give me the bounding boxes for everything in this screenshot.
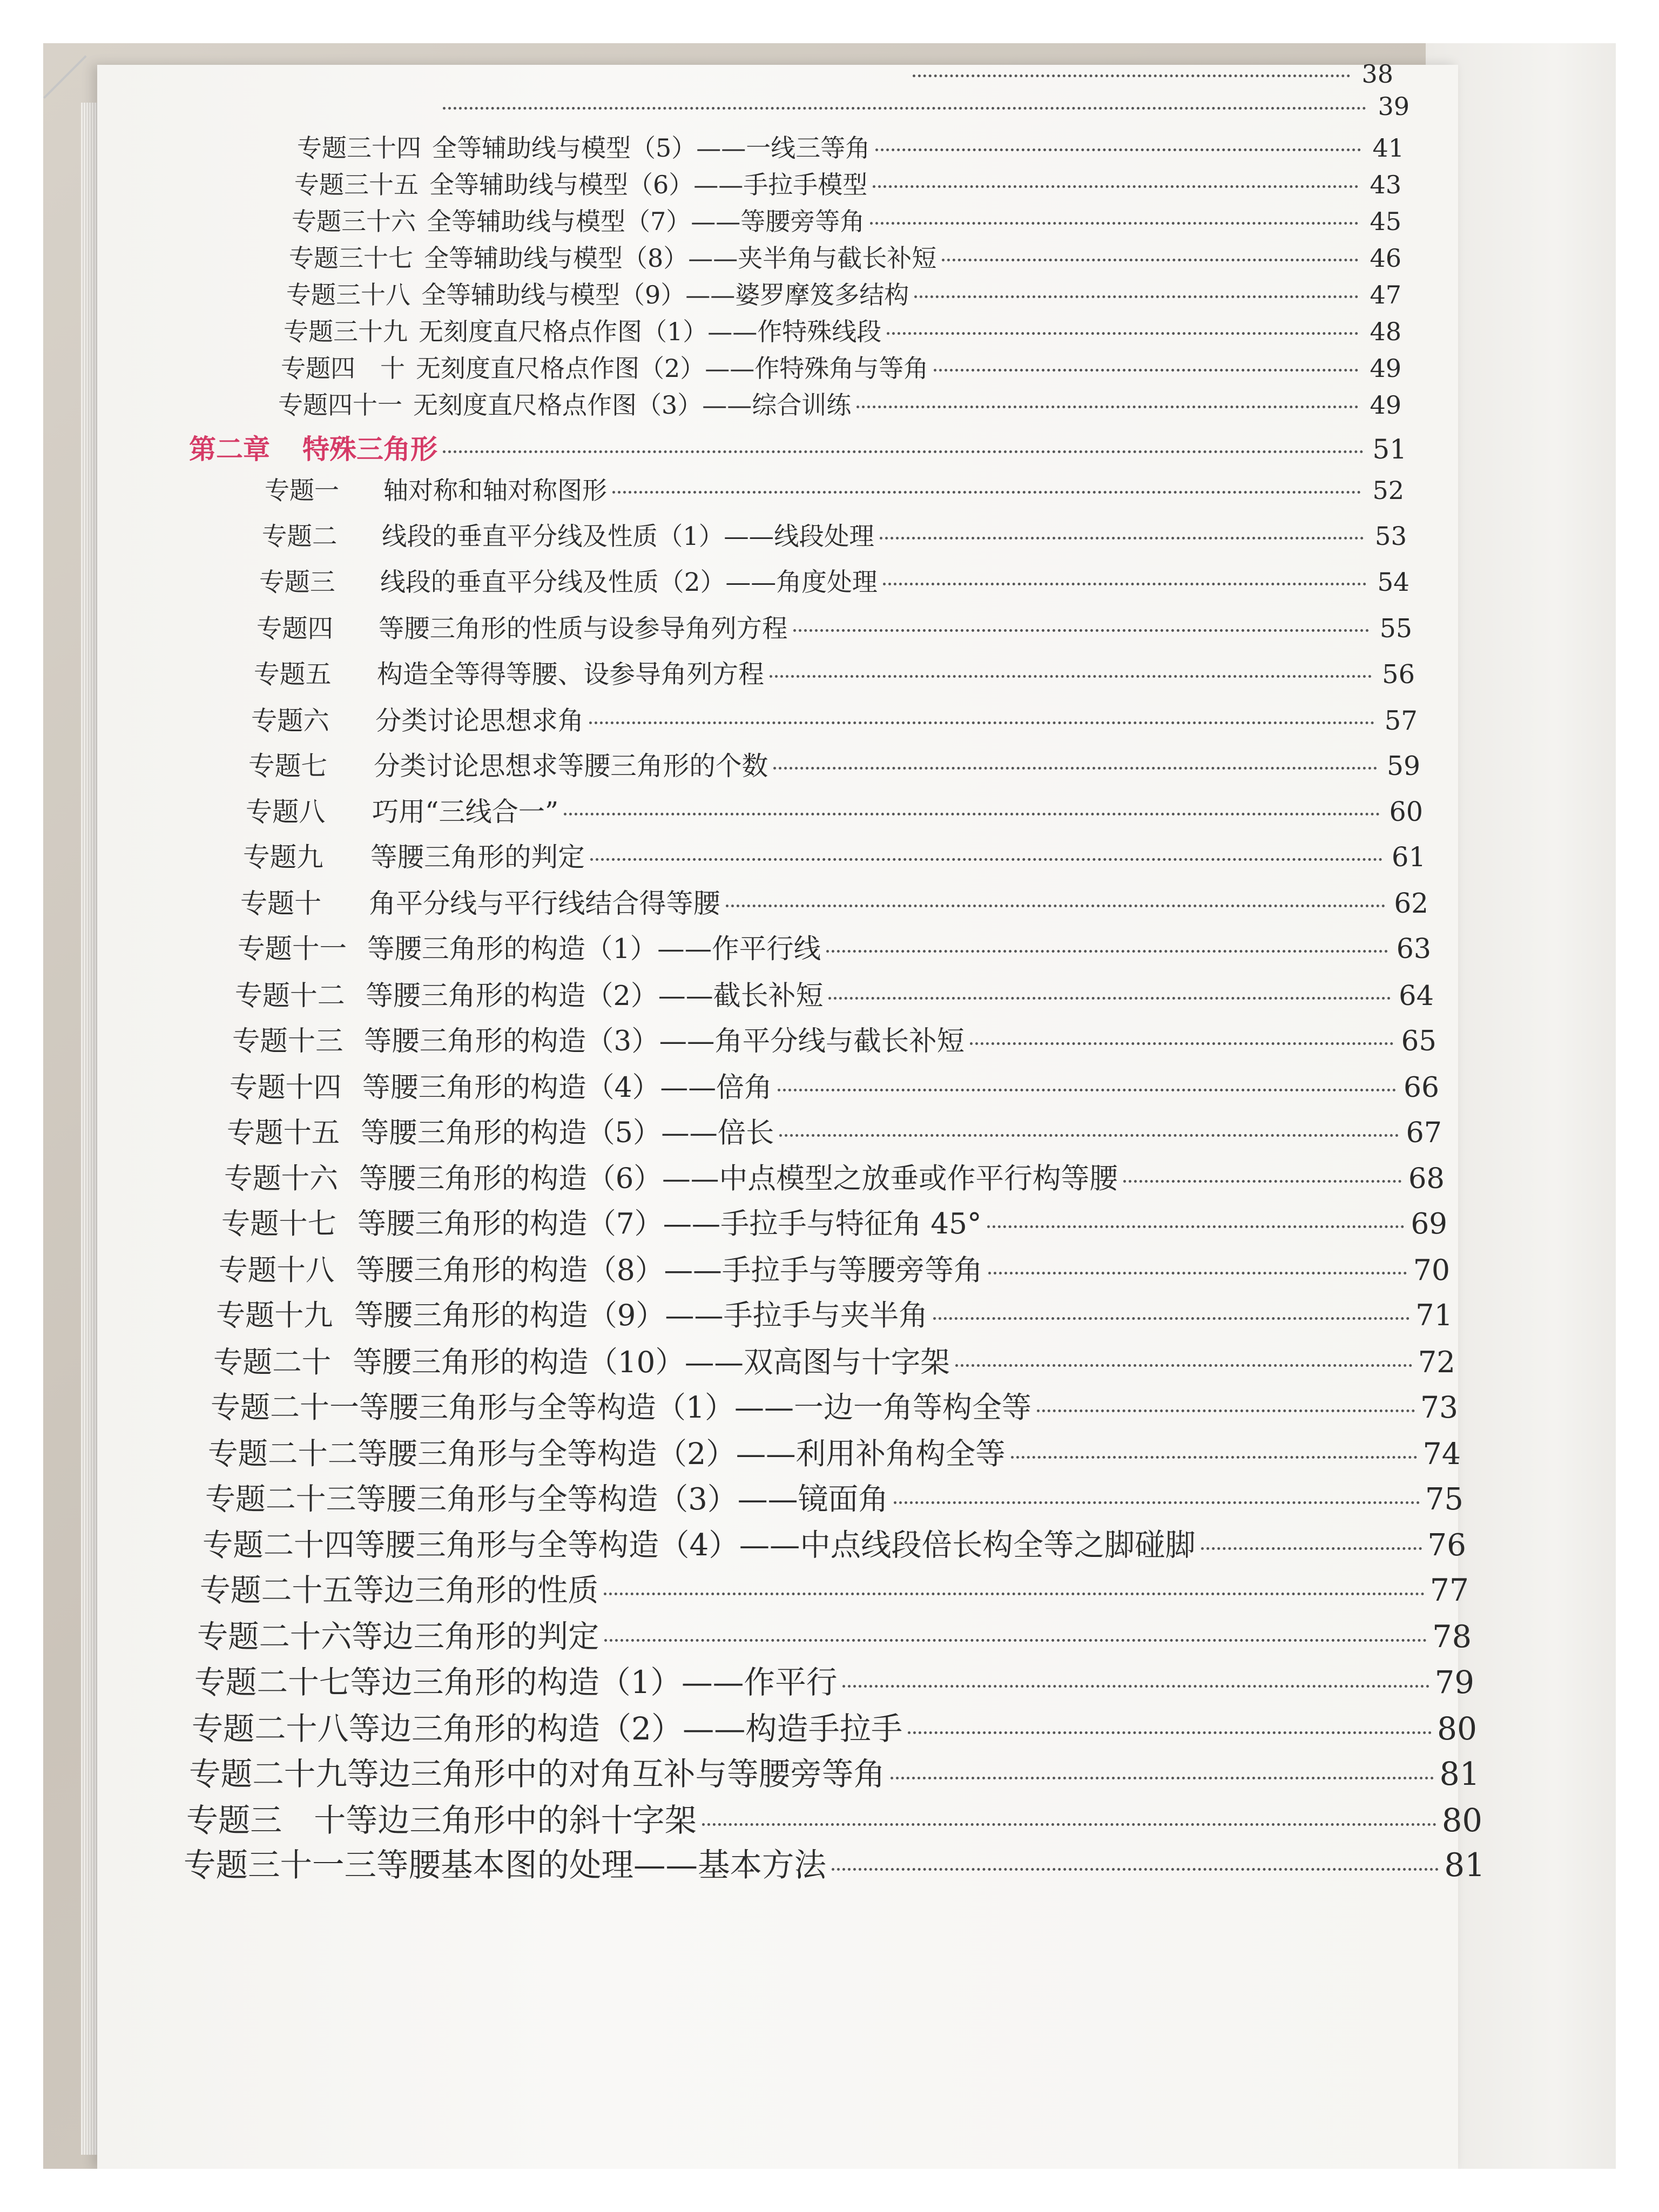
toc-entry — [284, 312, 1401, 348]
dot-leader — [612, 491, 1361, 494]
toc-topic-title: 全等辅助线与模型（5）——一线三等角 — [432, 133, 871, 163]
toc-page-number: 72 — [1418, 1344, 1455, 1379]
toc-entry — [230, 1064, 1439, 1105]
toc-topic-number: 专题十三 — [232, 1025, 343, 1057]
toc-page-number: 48 — [1370, 317, 1401, 346]
toc-topic-title: 分类讨论思想求等腰三角形的个数 — [374, 751, 768, 781]
toc-topic-number: 专题二十七 — [194, 1664, 350, 1701]
toc-topic-number: 专题十七 — [221, 1207, 336, 1240]
toc-topic-number: 专题二十三 — [205, 1482, 356, 1517]
dot-leader — [988, 1272, 1407, 1274]
toc-page-number: 38 — [1361, 59, 1393, 89]
toc-entry — [197, 1612, 1472, 1656]
dot-leader — [779, 1134, 1399, 1137]
toc-topic-number: 专题二十五 — [200, 1573, 353, 1608]
toc-topic-number: 专题四 — [257, 613, 334, 644]
toc-page-number: 39 — [1378, 92, 1410, 121]
table-of-contents — [97, 59, 1485, 2169]
toc-topic-title: 等边三角形的构造（2）——构造手拉手 — [348, 1710, 903, 1747]
toc-topic-title: 等腰三角形的构造（5）——倍长 — [361, 1116, 774, 1149]
toc-page-number: 43 — [1370, 170, 1401, 199]
dot-leader — [604, 1639, 1427, 1642]
dot-leader — [1011, 1456, 1418, 1459]
dot-leader — [880, 537, 1364, 539]
toc-topic-number: 专题十六 — [224, 1162, 339, 1195]
toc-topic-title: 全等辅助线与模型（9）——婆罗摩笈多结构 — [421, 280, 909, 309]
toc-topic-number: 专题三 十 — [186, 1801, 346, 1839]
toc-topic-title: 无刻度直尺格点作图（2）——作特殊角与等角 — [416, 354, 929, 383]
dot-leader — [702, 1823, 1437, 1826]
toc-topic-number: 专题十 — [240, 887, 322, 919]
toc-page-number: 64 — [1399, 980, 1434, 1012]
toc-page-number: 59 — [1387, 751, 1420, 781]
dot-leader — [832, 1868, 1439, 1871]
toc-topic-title: 等边三角形中的斜十字架 — [346, 1801, 697, 1839]
chapter-heading — [189, 428, 1407, 467]
toc-topic-number: 专题二十一 — [211, 1390, 360, 1425]
toc-entry — [203, 1521, 1466, 1564]
toc-topic-number: 专题二十 — [213, 1344, 332, 1379]
toc-page-number: 80 — [1437, 1710, 1477, 1747]
toc-page-number: 49 — [1370, 354, 1401, 383]
toc-entry — [224, 1156, 1445, 1197]
dot-leader — [443, 107, 1366, 110]
dot-leader — [842, 1685, 1429, 1688]
toc-topic-title: 线段的垂直平分线及性质（1）——线段处理 — [382, 521, 874, 551]
toc-entry — [265, 471, 1404, 507]
dot-leader — [604, 1593, 1424, 1595]
toc-entry — [240, 882, 1428, 921]
toc-page-number: 75 — [1425, 1482, 1464, 1517]
toc-page-number: 62 — [1394, 887, 1428, 919]
toc-entry — [235, 973, 1434, 1013]
toc-topic-title: 三等腰基本图的处理——基本方法 — [344, 1847, 826, 1884]
chapter-number: 第二章 — [189, 433, 270, 465]
toc-page-number: 79 — [1434, 1664, 1474, 1701]
toc-page-number: 55 — [1379, 613, 1412, 644]
toc-page-number: 70 — [1413, 1252, 1450, 1287]
toc-entry — [227, 1110, 1442, 1150]
toc-page-number: 71 — [1415, 1298, 1453, 1332]
toc-entry — [289, 239, 1401, 274]
toc-topic-title: 分类讨论思想求角 — [375, 705, 584, 736]
toc-topic-number: 专题一 — [265, 476, 339, 505]
dot-leader — [826, 950, 1388, 953]
dot-leader — [891, 1777, 1434, 1779]
toc-page-number: 63 — [1396, 933, 1431, 965]
toc-topic-number: 专题二 — [262, 521, 338, 551]
toc-topic-title: 等腰三角形与全等构造（3）——镜面角 — [356, 1482, 889, 1517]
toc-entry — [297, 129, 1404, 164]
dot-leader — [887, 332, 1358, 335]
dot-leader — [590, 858, 1382, 861]
toc-entry — [248, 745, 1420, 783]
toc-topic-number: 专题七 — [248, 751, 328, 781]
toc-topic-number: 专题八 — [246, 795, 326, 827]
toc-page-number: 67 — [1406, 1116, 1442, 1149]
toc-page-number: 47 — [1370, 280, 1401, 309]
toc-topic-title: 无刻度直尺格点作图（3）——综合训练 — [413, 390, 852, 420]
toc-page-number: 81 — [1439, 1756, 1480, 1792]
toc-topic-number: 专题三 — [259, 568, 335, 597]
dot-leader — [883, 583, 1366, 585]
photo-frame — [43, 43, 1616, 2169]
dot-leader — [1201, 1547, 1422, 1550]
toc-entry — [219, 1247, 1450, 1289]
dot-leader — [564, 813, 1380, 815]
toc-entry — [216, 1292, 1453, 1334]
toc-page-number: 41 — [1372, 133, 1404, 163]
toc-entry — [184, 1840, 1485, 1886]
toc-topic-number: 专题三十八 — [286, 280, 410, 309]
toc-page-number: 49 — [1370, 390, 1401, 420]
toc-topic-title: 等腰三角形的构造（9）——手拉手与夹半角 — [354, 1298, 928, 1332]
toc-topic-title: 等腰三角形的性质与设参导角列方程 — [379, 613, 788, 644]
dot-leader — [773, 767, 1377, 770]
toc-entry — [286, 275, 1401, 311]
toc-topic-title: 等边三角形的判定 — [352, 1618, 599, 1655]
toc-page-number: 73 — [1420, 1390, 1458, 1425]
toc-entry — [213, 1338, 1455, 1381]
dot-leader — [894, 1501, 1420, 1504]
toc-page — [97, 59, 1485, 2169]
dot-leader — [875, 149, 1361, 151]
toc-page-number: 53 — [1374, 521, 1407, 551]
toc-page-number: 68 — [1408, 1162, 1445, 1195]
toc-topic-title: 等腰三角形的构造（7）——手拉手与特征角 45° — [358, 1207, 982, 1240]
toc-topic-number: 专题二十六 — [197, 1618, 352, 1655]
toc-topic-number: 专题二十九 — [189, 1756, 347, 1792]
toc-page-number: 60 — [1389, 795, 1423, 827]
toc-entry — [205, 1475, 1464, 1518]
toc-topic-title: 等腰三角形与全等构造（1）——一边一角等构全等 — [359, 1390, 1032, 1425]
toc-topic-number: 专题十九 — [216, 1298, 333, 1332]
toc-topic-title: 全等辅助线与模型（6）——手拉手模型 — [429, 170, 868, 199]
dot-leader — [955, 1364, 1412, 1367]
dot-leader — [913, 75, 1350, 77]
toc-page-number: 66 — [1404, 1071, 1439, 1104]
toc-topic-title: 等腰三角形的构造（6）——中点模型之放垂或作平行构等腰 — [359, 1162, 1118, 1195]
toc-page-number: 45 — [1370, 207, 1401, 236]
toc-entry — [238, 927, 1431, 966]
toc-page-number: 74 — [1422, 1437, 1461, 1472]
toc-topic-number: 专题四 十 — [281, 354, 405, 383]
toc-entry — [281, 349, 1401, 385]
toc-page-number: 76 — [1427, 1527, 1466, 1563]
toc-topic-number: 专题十一 — [238, 933, 347, 965]
toc-topic-title: 等腰三角形与全等构造（2）——利用补角构全等 — [358, 1437, 1006, 1472]
toc-topic-number: 专题二十二 — [208, 1437, 358, 1472]
toc-entry — [302, 92, 1410, 121]
toc-topic-number: 专题四十一 — [278, 390, 402, 420]
dot-leader — [942, 259, 1358, 261]
toc-topic-number: 专题十五 — [227, 1116, 340, 1149]
dot-leader — [1123, 1180, 1401, 1183]
toc-entry — [243, 836, 1426, 874]
toc-topic-number: 专题三十一 — [184, 1847, 345, 1884]
toc-entry — [211, 1384, 1458, 1426]
dot-leader — [589, 721, 1374, 724]
toc-topic-number: 专题五 — [254, 660, 332, 690]
toc-topic-title: 等腰三角形与全等构造（4）——中点线段倍长构全等之脚碰脚 — [354, 1527, 1196, 1563]
toc-topic-number: 专题三十七 — [289, 244, 413, 273]
toc-page-number: 65 — [1401, 1025, 1437, 1057]
toc-page-number: 80 — [1441, 1801, 1482, 1839]
toc-topic-title: 无刻度直尺格点作图（1）——作特殊线段 — [419, 317, 882, 346]
toc-page-number: 51 — [1372, 434, 1407, 465]
toc-entry — [262, 517, 1407, 552]
toc-topic-title: 等腰三角形的构造（10）——双高图与十字架 — [353, 1344, 950, 1379]
toc-entry — [208, 1429, 1461, 1473]
toc-entry — [254, 653, 1415, 691]
dot-leader — [857, 406, 1358, 408]
dot-leader — [970, 1042, 1393, 1045]
toc-topic-title: 等边三角形的构造（1）——作平行 — [350, 1664, 838, 1701]
toc-page-number: 46 — [1370, 244, 1401, 273]
toc-page-number: 54 — [1377, 568, 1410, 597]
dot-leader — [934, 369, 1358, 372]
dot-leader — [933, 1317, 1410, 1320]
chapter-title: 特殊三角形 — [302, 433, 437, 465]
toc-topic-number: 专题二十八 — [192, 1710, 349, 1747]
toc-topic-number: 专题三十五 — [294, 170, 419, 199]
toc-entry — [194, 1657, 1474, 1702]
toc-topic-number: 专题十四 — [230, 1071, 342, 1104]
toc-entry — [200, 1566, 1469, 1610]
toc-entry — [292, 202, 1401, 238]
toc-entry — [257, 608, 1412, 645]
toc-topic-number: 专题六 — [251, 705, 329, 736]
toc-topic-title: 巧用“三线合一” — [372, 795, 559, 827]
toc-topic-title: 等腰三角形的构造（1）——作平行线 — [367, 933, 821, 965]
toc-topic-number: 专题二十四 — [203, 1527, 355, 1563]
toc-page-number: 69 — [1411, 1207, 1447, 1240]
toc-topic-title: 等边三角形中的对角互补与等腰旁等角 — [347, 1756, 886, 1792]
toc-topic-title: 等腰三角形的构造（4）——倍角 — [362, 1071, 772, 1104]
toc-topic-title: 构造全等得等腰、设参导角列方程 — [377, 660, 764, 690]
toc-topic-title: 等腰三角形的判定 — [370, 841, 585, 873]
toc-topic-title: 等腰三角形的构造（3）——角平分线与截长补短 — [364, 1025, 965, 1057]
page-stack-edge — [81, 103, 97, 2155]
toc-topic-number: 专题十八 — [219, 1252, 335, 1287]
toc-entry — [232, 1019, 1437, 1058]
toc-entry — [221, 1201, 1447, 1242]
dot-leader — [778, 1089, 1396, 1091]
dot-leader — [870, 222, 1358, 225]
toc-entry — [189, 1749, 1480, 1794]
toc-topic-number: 专题九 — [243, 841, 323, 873]
toc-page-number: 61 — [1391, 841, 1426, 873]
toc-topic-number: 专题三十六 — [292, 207, 416, 236]
toc-entry — [294, 165, 1401, 201]
toc-entry — [259, 562, 1410, 598]
dot-leader — [828, 997, 1391, 1000]
dot-leader — [793, 629, 1370, 632]
toc-page-number: 77 — [1429, 1573, 1469, 1608]
toc-page-number: 56 — [1382, 660, 1415, 690]
toc-topic-title: 等腰三角形的构造（8）——手拉手与等腰旁等角 — [356, 1252, 983, 1287]
dot-leader — [873, 185, 1358, 188]
dot-leader — [1037, 1410, 1415, 1412]
toc-topic-title: 全等辅助线与模型（7）——等腰旁等角 — [427, 207, 865, 236]
toc-topic-title: 等边三角形的性质 — [353, 1573, 599, 1608]
toc-topic-number: 专题十二 — [235, 980, 345, 1012]
toc-topic-title: 轴对称和轴对称图形 — [383, 476, 607, 505]
dot-leader — [987, 1225, 1404, 1228]
dot-leader — [908, 1731, 1432, 1734]
dot-leader — [443, 450, 1364, 453]
toc-page-number: 52 — [1372, 476, 1404, 505]
toc-page-number: 81 — [1444, 1847, 1485, 1884]
toc-entry — [186, 1795, 1482, 1840]
toc-entry — [192, 1703, 1477, 1749]
toc-topic-number: 专题三十四 — [297, 133, 421, 163]
dot-leader — [914, 295, 1358, 298]
toc-page-number: 57 — [1384, 705, 1418, 736]
toc-topic-title: 全等辅助线与模型（8）——夹半角与截长补短 — [424, 244, 937, 273]
toc-topic-title: 等腰三角形的构造（2）——截长补短 — [366, 980, 824, 1012]
toc-topic-title: 角平分线与平行线结合得等腰 — [369, 887, 720, 919]
dot-leader — [726, 905, 1385, 907]
toc-page-number: 78 — [1432, 1618, 1472, 1655]
toc-topic-number: 专题三十九 — [284, 317, 408, 346]
toc-topic-title: 线段的垂直平分线及性质（2）——角度处理 — [380, 568, 878, 597]
dot-leader — [770, 675, 1372, 678]
toc-entry — [246, 791, 1423, 829]
toc-entry — [278, 386, 1401, 421]
toc-entry — [251, 699, 1418, 737]
toc-entry-top — [907, 59, 1393, 89]
